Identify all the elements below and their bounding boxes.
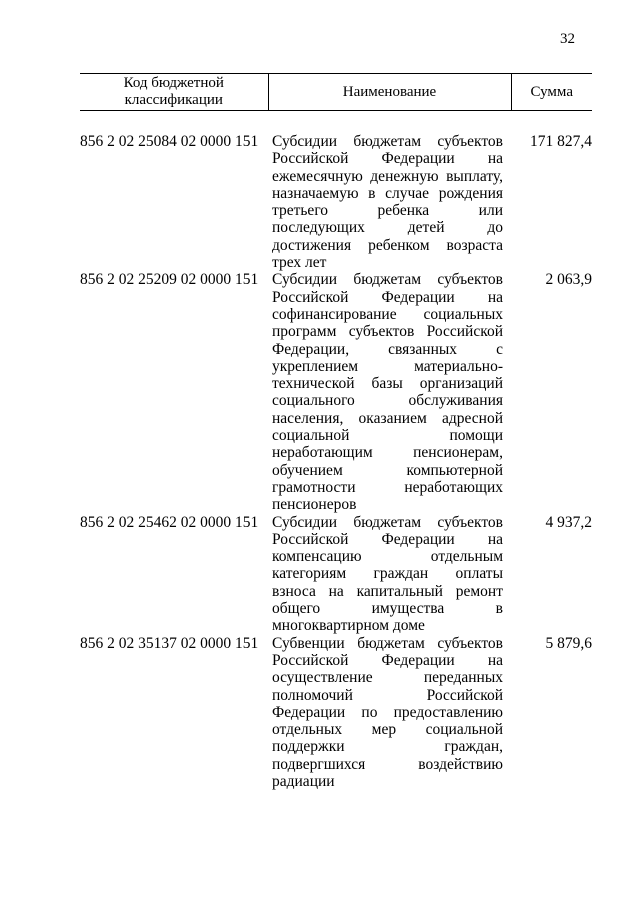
item-amount: 2 063,9 xyxy=(545,271,592,289)
item-name: Субсидии бюджетам субъектов Российской Федерации на ежемесячную денежную выплату, назначаемую в случае рождения третьего ребенка или последующих детей до достижения ребенком возраста трех лет xyxy=(272,133,503,272)
item-name: Субвенции бюджетам субъектов Российской Федерации на осуществление переданных полномочий Российской Федерации по предоставлению отдельных мер социальной поддержки граждан, подвергшихся воздействию радиации xyxy=(272,634,503,790)
header-code: Код бюджетной классификации xyxy=(80,74,268,111)
table-row xyxy=(80,635,592,791)
item-name: Субсидии бюджетам субъектов Российской Федерации на компенсацию отдельным категориям граждан оплаты взноса на капитальный ремонт общего имущества в многоквартирном доме xyxy=(272,513,503,635)
budget-code: 856 2 02 25209 02 0000 151 xyxy=(80,271,259,289)
page-number: 32 xyxy=(560,31,575,47)
budget-code: 856 2 02 35137 02 0000 151 xyxy=(80,634,259,652)
item-name: Субсидии бюджетам субъектов Российской Федерации на софинансирование социальных программ субъектов Российской Федерации, связанных с укреплением материально-технической базы организаций социального обслуживания населения, оказанием адресной социальной помощи неработающим пенсионерам, обучением компьютерной грамотности неработающих пенсионеров xyxy=(272,271,503,514)
header-name: Наименование xyxy=(268,74,511,111)
table-row xyxy=(80,514,592,635)
budget-code: 856 2 02 25462 02 0000 151 xyxy=(80,513,259,531)
item-amount: 5 879,6 xyxy=(545,634,592,652)
table-row xyxy=(80,133,592,271)
budget-code: 856 2 02 25084 02 0000 151 xyxy=(80,133,259,150)
item-amount: 171 827,4 xyxy=(530,133,592,150)
header-amount: Сумма xyxy=(511,74,592,111)
table-header-row xyxy=(80,74,592,111)
item-amount: 4 937,2 xyxy=(545,513,592,531)
table-row xyxy=(80,271,592,513)
budget-table xyxy=(80,73,592,790)
